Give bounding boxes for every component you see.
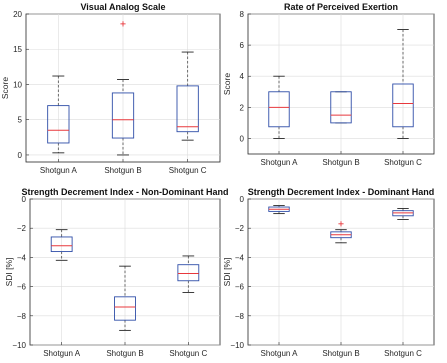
- x-tick-label-shotgun-a: Shotgun A: [43, 349, 81, 358]
- y-axis-label: Score: [0, 76, 10, 100]
- iqr-box: [112, 93, 133, 138]
- y-tick-label-10: 10: [13, 80, 22, 90]
- x-tick-label-shotgun-a: Shotgun A: [260, 349, 298, 358]
- y-axis-label: Score: [222, 72, 232, 96]
- y-tick-label-10: −10: [230, 341, 244, 350]
- x-tick-label-shotgun-c: Shotgun C: [384, 349, 422, 358]
- chart-title: Rate of Perceived Exertion: [283, 2, 399, 12]
- box-shotgun-b: [331, 92, 351, 123]
- y-tick-label-15: 15: [13, 45, 22, 55]
- x-tick-label-shotgun-a: Shotgun A: [260, 158, 298, 167]
- y-tick-label-0: 0: [21, 195, 26, 204]
- iqr-box: [48, 106, 69, 143]
- y-tick-label-0: 0: [239, 134, 244, 144]
- y-tick-label-2: 2: [239, 103, 244, 113]
- y-tick-label-8: −8: [16, 311, 26, 321]
- y-tick-label-8: −8: [234, 311, 244, 321]
- x-tick-label-shotgun-b: Shotgun B: [322, 158, 360, 167]
- iqr-box: [269, 92, 289, 127]
- x-tick-label-shotgun-c: Shotgun C: [169, 349, 208, 358]
- chart-title: Strength Decrement Index - Dominant Hand: [247, 187, 435, 197]
- x-tick-label-shotgun-c: Shotgun C: [384, 158, 422, 167]
- x-tick-label-shotgun-c: Shotgun C: [168, 166, 207, 175]
- y-tick-label-0: 0: [17, 150, 22, 160]
- iqr-box: [178, 265, 199, 281]
- x-tick-label-shotgun-a: Shotgun A: [39, 166, 77, 175]
- y-axis-label: SDI [%]: [4, 257, 14, 287]
- chart-panel-1: [0, 2, 220, 175]
- iqr-box: [177, 86, 198, 132]
- y-tick-label-8: 8: [239, 10, 244, 19]
- y-tick-label-4: −4: [16, 253, 26, 263]
- chart-panel-4: [222, 187, 434, 358]
- y-tick-label-6: −6: [16, 282, 26, 292]
- chart-title: Strength Decrement Index - Non-Dominant Hand: [21, 187, 229, 197]
- y-tick-label-10: −10: [12, 341, 26, 350]
- y-tick-label-20: 20: [13, 10, 22, 19]
- y-tick-label-2: −2: [234, 224, 244, 234]
- y-tick-label-6: 6: [239, 41, 244, 51]
- iqr-box: [115, 297, 136, 320]
- y-tick-label-5: 5: [17, 115, 22, 125]
- chart-panel-3: [4, 187, 229, 358]
- y-tick-label-4: 4: [239, 72, 244, 82]
- y-tick-label-4: −4: [234, 253, 244, 263]
- y-axis-label: SDI [%]: [222, 257, 232, 287]
- x-tick-label-shotgun-b: Shotgun B: [322, 349, 360, 358]
- x-tick-label-shotgun-b: Shotgun B: [104, 166, 142, 175]
- iqr-box: [393, 84, 413, 127]
- y-tick-label-0: 0: [239, 195, 244, 204]
- x-tick-label-shotgun-b: Shotgun B: [106, 349, 144, 358]
- y-tick-label-2: −2: [16, 224, 26, 234]
- chart-panel-2: [222, 2, 434, 167]
- iqr-box: [331, 92, 351, 123]
- y-tick-label-6: −6: [234, 282, 244, 292]
- chart-title: Visual Analog Scale: [80, 2, 166, 12]
- iqr-box: [51, 237, 72, 252]
